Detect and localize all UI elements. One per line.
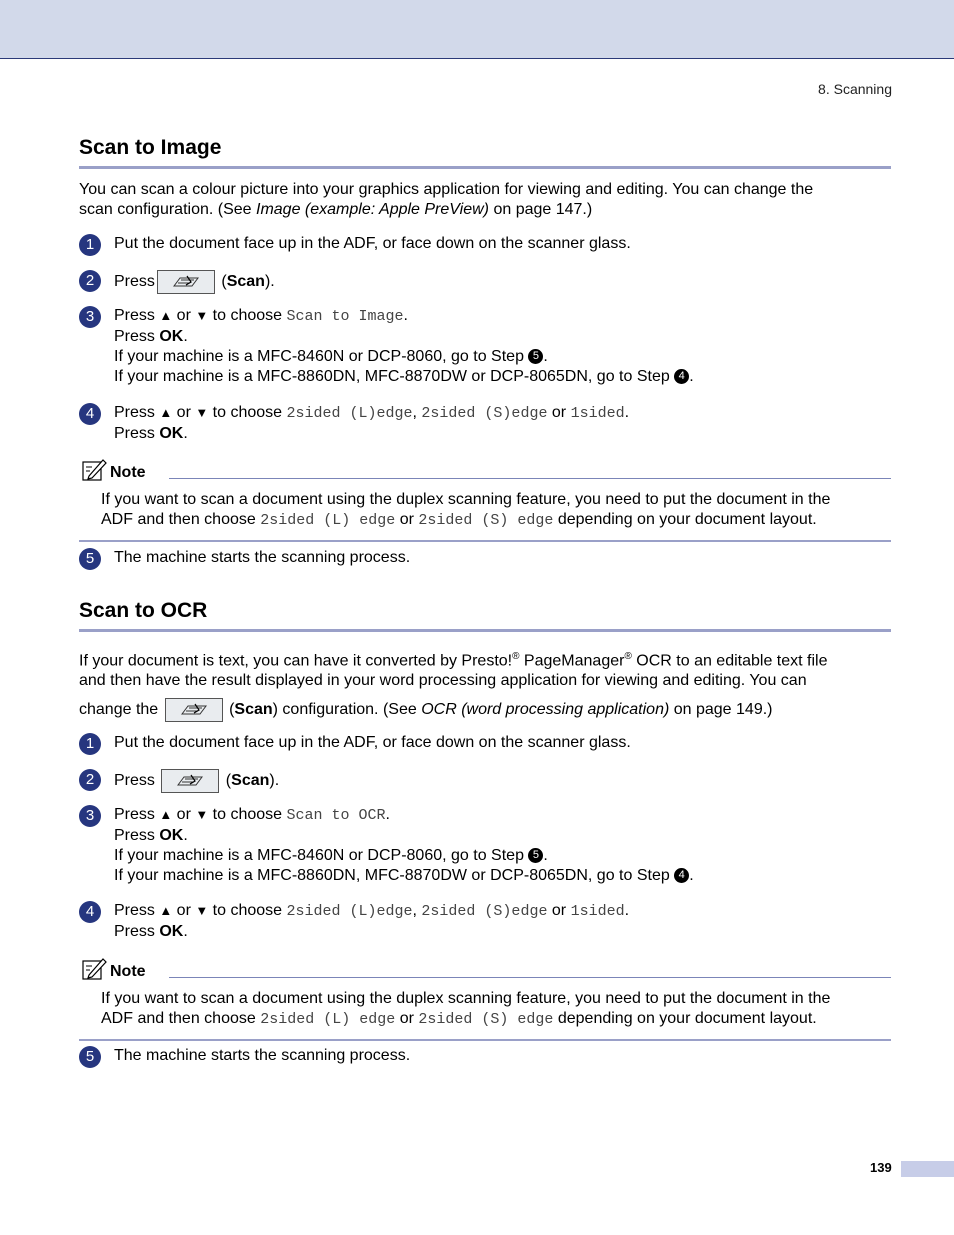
step-number: 3 (79, 805, 101, 827)
step-number: 2 (79, 769, 101, 791)
step-reference: 4 (674, 868, 689, 883)
pencil-note-icon (81, 458, 107, 487)
footer-band (901, 1161, 954, 1177)
step-5: 5 The machine starts the scanning process. (79, 1046, 891, 1066)
menu-option: Scan to Image (286, 308, 404, 325)
header-band (0, 0, 954, 59)
step-1: 1 Put the document face up in the ADF, or face down on the scanner glass. (79, 234, 891, 254)
step-1: 1 Put the document face up in the ADF, or face down on the scanner glass. (79, 733, 891, 753)
note-title: Note (110, 464, 146, 481)
scan-key-icon (157, 270, 215, 294)
pencil-note-icon (81, 957, 107, 986)
down-arrow-icon: ▼ (195, 308, 209, 323)
step-number: 3 (79, 306, 101, 328)
step-number: 5 (79, 1046, 101, 1068)
up-arrow-icon: ▲ (159, 903, 173, 918)
step-4: 4 Press ▲ or ▼ to choose 2sided (L)edge, 2sided (S)edge or 1sided. Press OK. (79, 403, 891, 444)
up-arrow-icon: ▲ (159, 405, 173, 420)
section2-intro: If your document is text, you can have it converted by Presto!® PageManager® OCR to an editable text file and then have the result displayed in your word processing application for viewing and editing. You can change the (Scan) configuration. (See OCR (word processing application) on page 149.) (79, 647, 891, 722)
step-number: 1 (79, 234, 101, 256)
step-2: 2 Press (Scan). (79, 769, 891, 793)
step-number: 4 (79, 901, 101, 923)
step-4: 4 Press ▲ or ▼ to choose 2sided (L)edge, 2sided (S)edge or 1sided. Press OK. (79, 901, 891, 942)
step-number: 5 (79, 548, 101, 570)
up-arrow-icon: ▲ (159, 807, 173, 822)
note-box: Note If you want to scan a document using the duplex scanning feature, you need to put the document in the ADF and then choose 2sided (L) edge or 2sided (S) edge depending on your document layout. (79, 462, 891, 542)
up-arrow-icon: ▲ (159, 308, 173, 323)
section-title-scan-to-ocr: Scan to OCR (79, 599, 891, 632)
note-title: Note (110, 963, 146, 980)
note-box: Note If you want to scan a document using the duplex scanning feature, you need to put the document in the ADF and then choose 2sided (L) edge or 2sided (S) edge depending on your document layout. (79, 961, 891, 1041)
step-reference: 4 (674, 369, 689, 384)
down-arrow-icon: ▼ (195, 405, 209, 420)
step-number: 4 (79, 403, 101, 425)
step-3: 3 Press ▲ or ▼ to choose Scan to Image. Press OK. If your machine is a MFC-8460N or DCP-8060, go to Step 5 . If your machine is a MFC-8860DN, MFC-8870DW or DCP-8065DN, go to Step 4 . (79, 306, 891, 387)
step-3: 3 Press ▲ or ▼ to choose Scan to OCR. Press OK. If your machine is a MFC-8460N or DCP-8060, go to Step 5 . If your machine is a MFC-8860DN, MFC-8870DW or DCP-8065DN, go to Step 4 . (79, 805, 891, 886)
step-5: 5 The machine starts the scanning process. (79, 548, 891, 568)
page-number: 139 (870, 1160, 892, 1175)
intro-line-1: You can scan a colour picture into your graphics application for viewing and editing. You can change the (79, 181, 814, 198)
section1-intro (79, 180, 891, 220)
page-reference: Image (example: Apple PreView) (256, 201, 489, 218)
menu-option: Scan to OCR (286, 807, 386, 824)
down-arrow-icon: ▼ (195, 903, 209, 918)
scan-key-icon (165, 698, 223, 722)
intro-line-2: scan configuration. (See Image (example: Apple PreView) on page 147.) (79, 201, 593, 218)
section-title-scan-to-image: Scan to Image (79, 136, 891, 169)
page-reference: OCR (word processing application) (421, 701, 670, 719)
scan-key-icon (161, 769, 219, 793)
step-number: 1 (79, 733, 101, 755)
step-number: 2 (79, 270, 101, 292)
down-arrow-icon: ▼ (195, 807, 209, 822)
step-reference: 5 (528, 848, 543, 863)
step-reference: 5 (528, 349, 543, 364)
step-2: 2 Press (Scan). (79, 270, 891, 294)
chapter-label: 8. Scanning (818, 81, 892, 97)
